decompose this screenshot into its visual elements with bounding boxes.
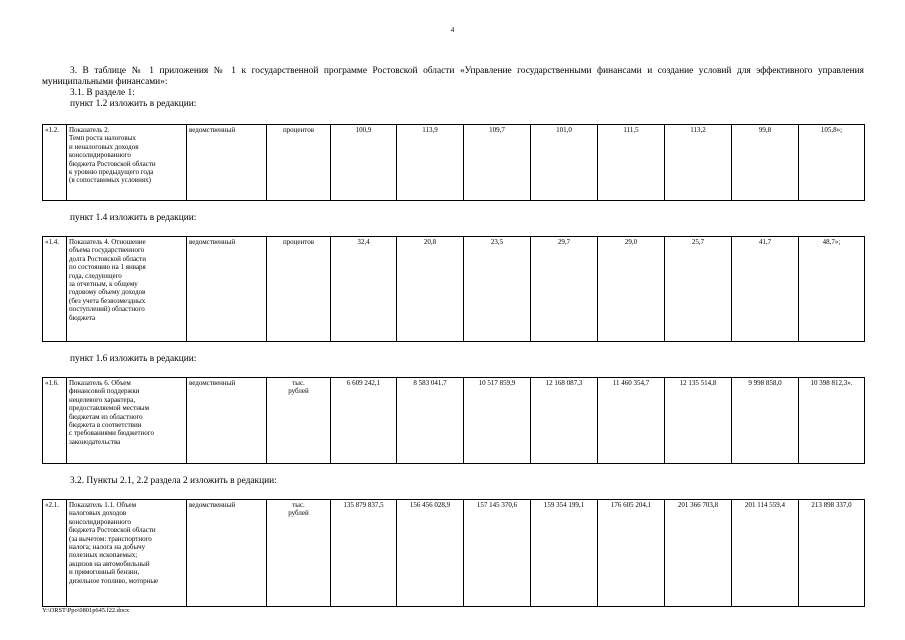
table-row: [43, 125, 865, 201]
row-number: «1.2.: [43, 125, 67, 201]
value-cell: 157 145 370,6: [464, 500, 531, 607]
value-cell: 201 114 559,4: [732, 500, 799, 607]
indicator-name: Показатель 1.1. Объем налоговых доходов консолидированного бюджета Ростовской области (за вычетом: транспортного налога; налога на добычу полезных ископаемых; акцизов на автомобильный и прямогонный бензин, дизельное топливо, моторные: [67, 500, 187, 607]
indicator-table-1-2: [42, 124, 865, 201]
unit: процентов: [267, 237, 331, 342]
indicator-name: Показатель 2. Темп роста налоговых и неналоговых доходов консолидированного бюджета Ростовской области к уровню предыдущего года (в сопоставимых условиях): [67, 125, 187, 201]
value-cell: 100,9: [331, 125, 397, 201]
value-cell: 111,5: [598, 125, 665, 201]
value-cell: 41,7: [732, 237, 799, 342]
value-cell: 105,8»;: [799, 125, 865, 201]
value-cell: 29,7: [531, 237, 598, 342]
indicator-type: ведомственный: [187, 500, 267, 607]
indicator-name: Показатель 6. Объем финансовой поддержки нецелевого характера, предоставляемой местным бюджетам из областного бюджета в соответствии с требованиями бюджетного законодательства: [67, 378, 187, 464]
value-cell: 12 135 514,8: [665, 378, 732, 464]
value-cell: 48,7»;: [799, 237, 865, 342]
value-cell: 9 998 858,0: [732, 378, 799, 464]
indicator-type: ведомственный: [187, 125, 267, 201]
indicator-name: Показатель 4. Отношение объема государственного долга Ростовской области по состоянию на 1 января года, следующего за отчетным, к общему годовому объему доходов (без учета безвозмездных поступлений) областного бюджета: [67, 237, 187, 342]
row-number: «1.6.: [43, 378, 67, 464]
value-cell: 11 460 354,7: [598, 378, 665, 464]
table-row: [43, 378, 865, 464]
value-cell: 23,5: [464, 237, 531, 342]
paragraph-item-1-2: пункт 1.2 изложить в редакции:: [70, 99, 197, 109]
indicator-type: ведомственный: [187, 237, 267, 342]
unit: процентов: [267, 125, 331, 201]
value-cell: 101,0: [531, 125, 598, 201]
indicator-table-1-4: [42, 236, 865, 342]
paragraph-item-1-6: пункт 1.6 изложить в редакции:: [70, 354, 197, 364]
value-cell: 156 456 028,9: [397, 500, 464, 607]
file-path-footer: Y:\ORST\Ppo\0801p645.f22.docx: [42, 607, 130, 614]
paragraph-3-1: 3.1. В разделе 1:: [70, 88, 135, 98]
value-cell: 20,8: [397, 237, 464, 342]
value-cell: 113,2: [665, 125, 732, 201]
row-number: «2.1.: [43, 500, 67, 607]
paragraph-3: 3. В таблице № 1 приложения № 1 к государственной программе Ростовской области «Управление государственными финансами и создание условий для эффективного управления муниципальными финансами»:: [42, 66, 864, 87]
paragraph-3-2: 3.2. Пункты 2.1, 2.2 раздела 2 изложить в редакции:: [70, 476, 277, 486]
value-cell: 213 898 337,0: [799, 500, 865, 607]
table-row: [43, 500, 865, 607]
indicator-table-1-6: [42, 377, 865, 464]
value-cell: 29,0: [598, 237, 665, 342]
value-cell: 25,7: [665, 237, 732, 342]
indicator-type: ведомственный: [187, 378, 267, 464]
table-row: [43, 237, 865, 342]
value-cell: 113,9: [397, 125, 464, 201]
indicator-table-2-1: [42, 499, 865, 607]
value-cell: 32,4: [331, 237, 397, 342]
paragraph-item-1-4: пункт 1.4 изложить в редакции:: [70, 213, 197, 223]
value-cell: 109,7: [464, 125, 531, 201]
value-cell: 10 398 812,3».: [799, 378, 865, 464]
unit: тыс. рублей: [267, 378, 331, 464]
value-cell: 10 517 859,9: [464, 378, 531, 464]
value-cell: 99,8: [732, 125, 799, 201]
value-cell: 8 583 041,7: [397, 378, 464, 464]
page-number: 4: [450, 26, 455, 34]
value-cell: 135 879 837,5: [331, 500, 397, 607]
value-cell: 159 354 199,1: [531, 500, 598, 607]
unit: тыс. рублей: [267, 500, 331, 607]
row-number: «1.4.: [43, 237, 67, 342]
value-cell: 6 609 242,1: [331, 378, 397, 464]
value-cell: 176 605 204,1: [598, 500, 665, 607]
value-cell: 201 366 703,8: [665, 500, 732, 607]
value-cell: 12 168 087,3: [531, 378, 598, 464]
